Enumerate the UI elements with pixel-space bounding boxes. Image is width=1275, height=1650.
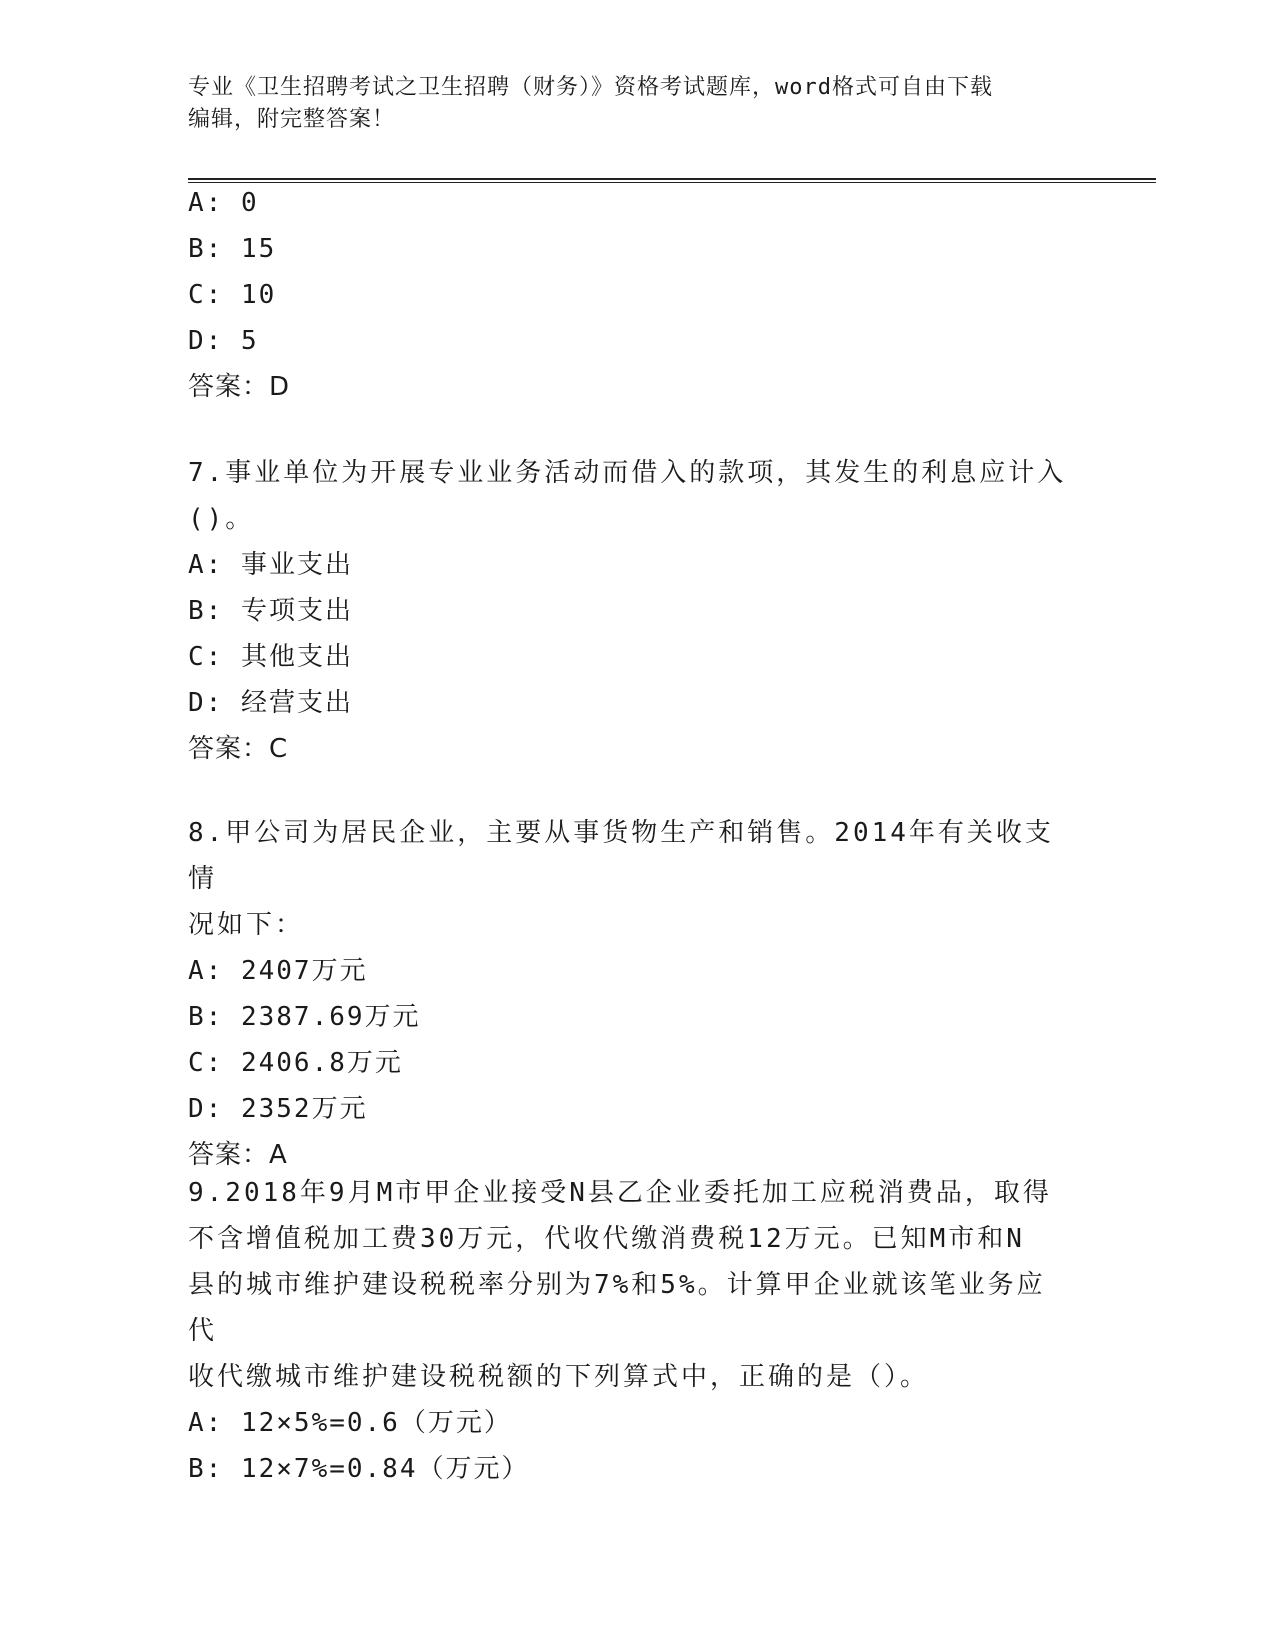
- question-line-2: 不含增值税加工费30万元，代收代缴消费税12万元。已知M市和N: [188, 1224, 1025, 1254]
- option-a: A: 2407万元: [188, 956, 368, 986]
- option-a: A: 12×5%=0.6（万元）: [188, 1408, 512, 1438]
- header-line-2: 编辑，附完整答案！: [188, 107, 396, 132]
- option-c: C: 其他支出: [188, 642, 353, 672]
- document-header: [188, 72, 1088, 136]
- option-c: C: 2406.8万元: [188, 1048, 403, 1078]
- question-text: [188, 1170, 1068, 1400]
- question-6: [188, 180, 1088, 410]
- option-a: A: 事业支出: [188, 550, 353, 580]
- option-b: B: 15: [188, 234, 277, 264]
- answer: 答案：C: [188, 734, 289, 764]
- option-b: B: 12×7%=0.84（万元）: [188, 1454, 530, 1484]
- question-7: [188, 450, 1088, 772]
- option-d: D: 5: [188, 326, 259, 356]
- question-line-2: ()。: [188, 504, 255, 534]
- header-line-1: 专业《卫生招聘考试之卫生招聘（财务）》资格考试题库，word格式可自由下载: [188, 75, 993, 100]
- question-line-4: 收代缴城市维护建设税税额的下列算式中，正确的是（）。: [188, 1362, 930, 1392]
- option-b: B: 2387.69万元: [188, 1002, 421, 1032]
- option-b: B: 专项支出: [188, 596, 353, 626]
- question-9: [188, 1170, 1088, 1492]
- question-line-3: 县的城市维护建设税税率分别为7%和5%。计算甲企业就该笔业务应代: [188, 1270, 1046, 1346]
- option-d: D: 经营支出: [188, 688, 353, 718]
- question-line-1: 8.甲公司为居民企业，主要从事货物生产和销售。2014年有关收支情: [188, 818, 1054, 894]
- question-8: [188, 810, 1088, 1178]
- question-text: [188, 810, 1068, 948]
- option-c: C: 10: [188, 280, 277, 310]
- question-text: [188, 450, 1068, 542]
- option-d: D: 2352万元: [188, 1094, 368, 1124]
- question-line-1: 7.事业单位为开展专业业务活动而借入的款项，其发生的利息应计入: [188, 458, 1067, 488]
- question-line-1: 9.2018年9月M市甲企业接受N县乙企业委托加工应税消费品，取得: [188, 1178, 1052, 1208]
- answer: 答案：D: [188, 372, 291, 402]
- answer: 答案：A: [188, 1140, 288, 1170]
- question-line-2: 况如下：: [188, 910, 305, 940]
- option-a: A: 0: [188, 188, 259, 218]
